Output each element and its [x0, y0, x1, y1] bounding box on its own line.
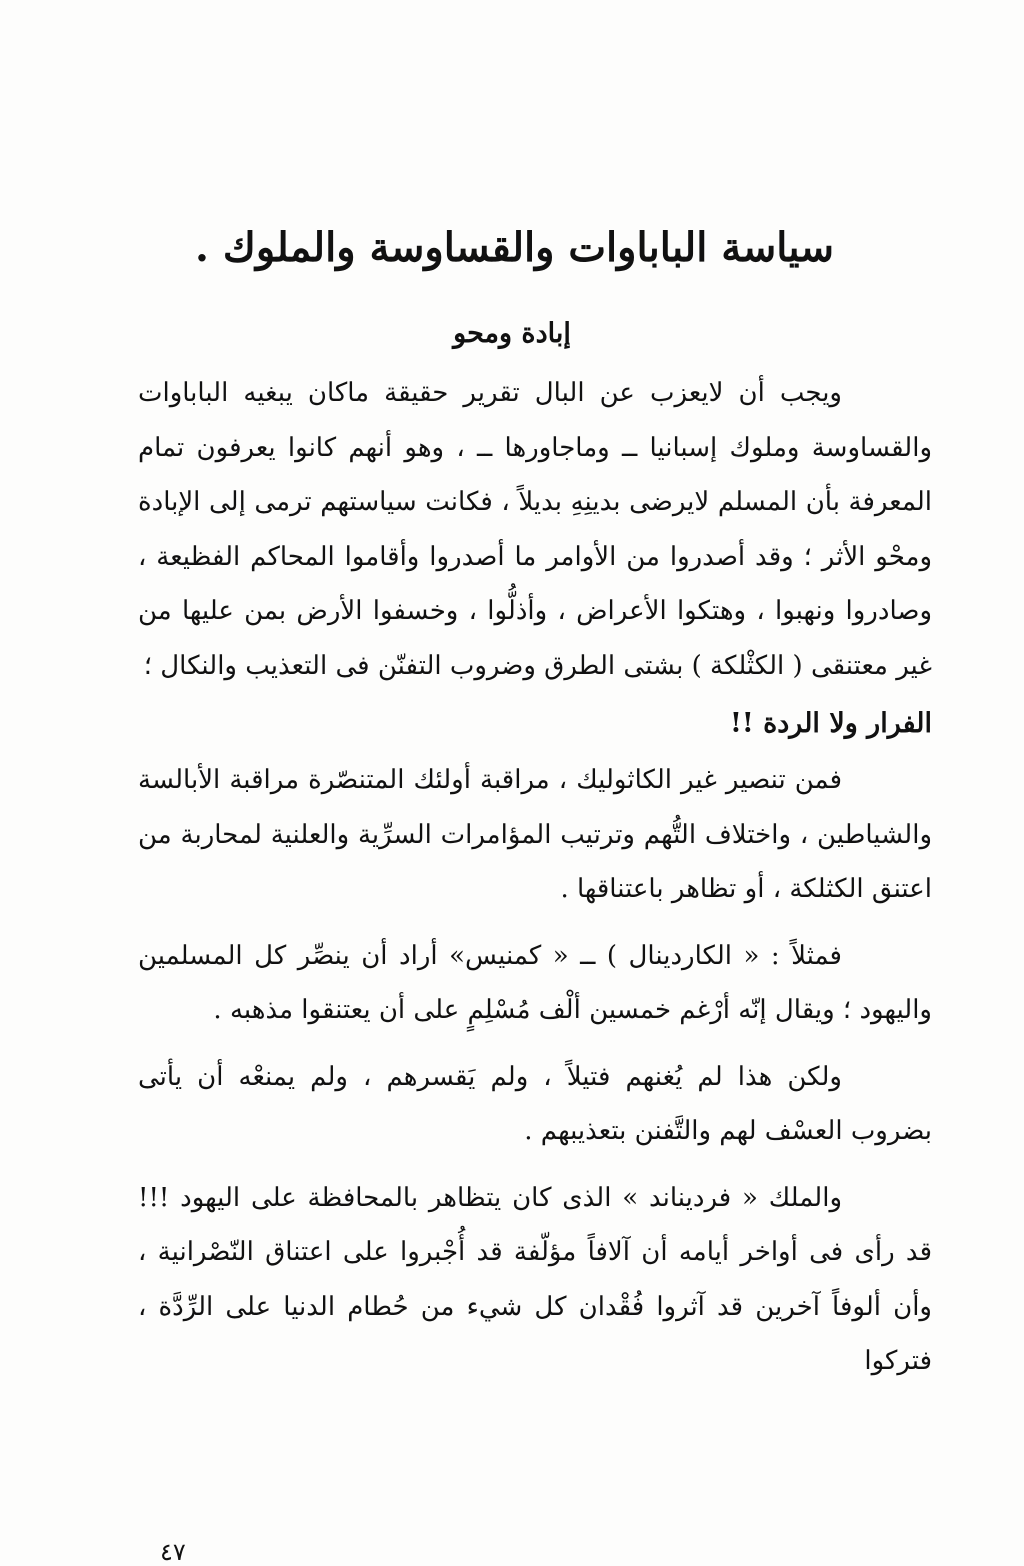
- paragraph-4: ولكن هذا لم يُغنهم فتيلاً ، ولم يَقسرهم ، ولم يمنعْه أن يأتى بضروب العسْف لهم والتَّفنن بتعذيبهم .: [138, 1061, 932, 1146]
- section-heading: الفرار ولا الردة !!: [730, 708, 932, 739]
- chapter-title: سياسة الباباوات والقساوسة والملوك .: [195, 224, 834, 271]
- section-subtitle: إبادة ومحو: [453, 318, 571, 349]
- page-number: ٤٧: [160, 1538, 186, 1566]
- paragraph-2: فمن تنصير غير الكاثوليك ، مراقبة أولئك المتنصّرة مراقبة الأبالسة والشياطين ، واختلاف التُّهم وترتيب المؤامرات السرِّية والعلنية لمحاربة من اعتنق الكثلكة ، أو تظاهر باعتناقها .: [138, 765, 932, 904]
- paragraph-5: والملك « فرديناند » الذى كان يتظاهر بالمحافظة على اليهود !!! قد رأى فى أواخر أيامه أن آلافاً مؤلّفة قد أُجْبروا على اعتناق النّصْرانية ، وأن ألوفاً آخرين قد آثروا فُقْدان كل شيء من حُطام الدنيا على الرِّدَّة ، فتركوا: [138, 1182, 932, 1376]
- page-body: [138, 366, 932, 1389]
- paragraph-1: ويجب أن لايعزب عن البال تقرير حقيقة ماكان يبغيه الباباوات والقساوسة وملوك إسبانيا ــ وماجاورها ــ ، وهو أنهم كانوا يعرفون تمام المعرفة بأن المسلم لايرضى بدينِهِ بديلاً ، فكانت سياستهم ترمى إلى الإبادة ومحْو الأثر ؛ وقد أصدروا من الأوامر ما أصدروا وأقاموا المحاكم الفظيعة ، وصادروا ونهبوا ، وهتكوا الأعراض ، وأذلُّوا ، وخسفوا الأرض بمن عليها من غير معتنقى ( الكثْلكة ) بشتى الطرق وضروب التفنّن فى التعذيب والنكال ؛: [138, 378, 932, 681]
- paragraph-3: فمثلاً : « الكاردينال ) ــ « كمنيس» أراد أن ينصِّر كل المسلمين واليهود ؛ ويقال إنّه أرْغم خمسين ألْف مُسْلِمٍ على أن يعتنقوا مذهبه .: [138, 940, 932, 1025]
